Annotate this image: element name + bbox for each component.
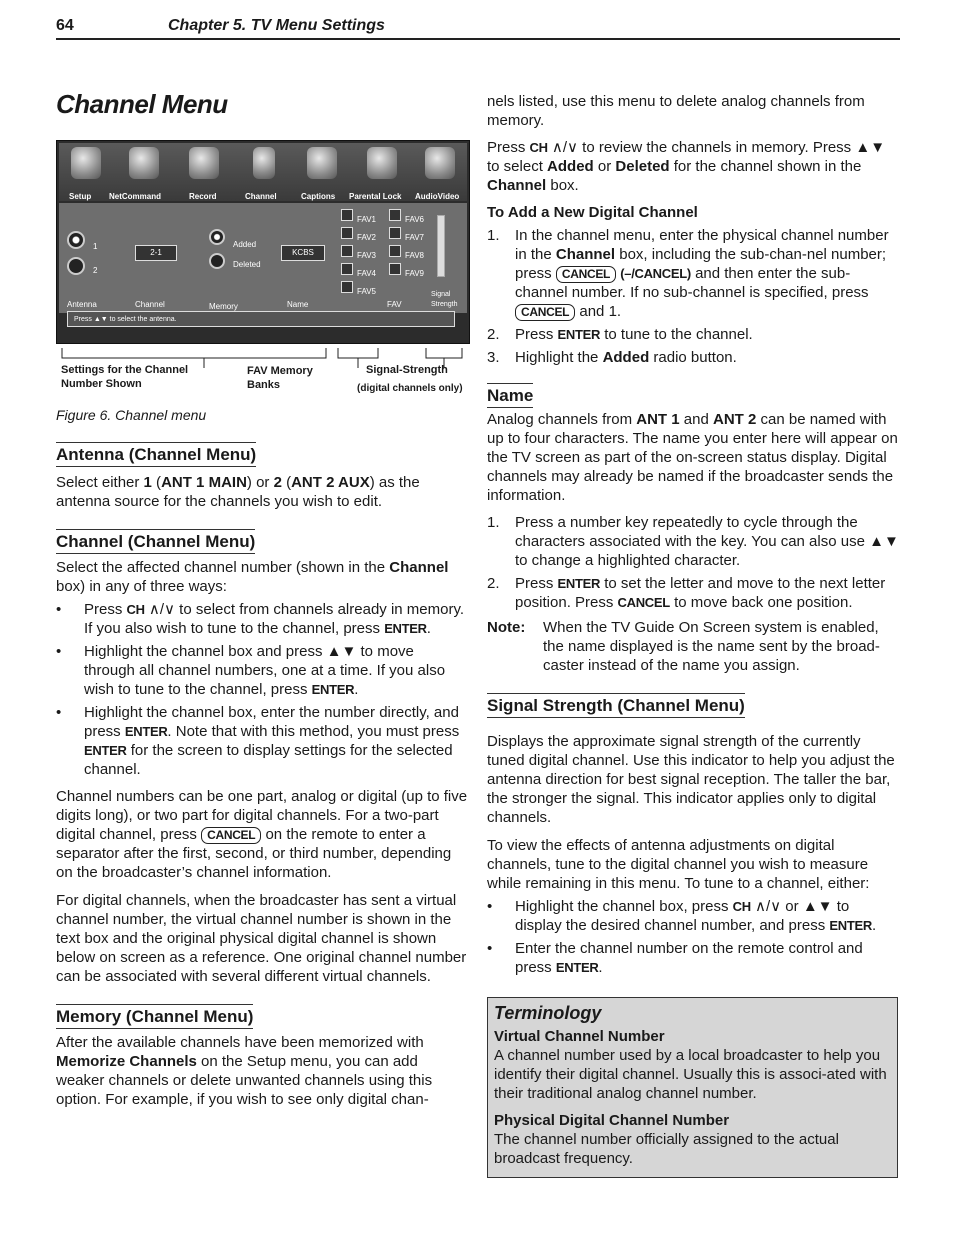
fav5-checkbox [341, 281, 353, 293]
channel-icon [253, 147, 275, 179]
name-steps [487, 513, 899, 612]
fav2-checkbox [341, 227, 353, 239]
channel-para-3: For digital channels, when the broadcaster has sent a virtual channel number, the virtual channel number is shown in the text box and the original physical digital channel is shown below on screen as a reference. One original channel number can be associated with several different virtual channels. [56, 892, 467, 985]
terminology-box [487, 997, 898, 1178]
fav6-label: FAV6 [405, 215, 424, 224]
ant2-radio [67, 257, 85, 275]
ant1-label: 1 [93, 242, 98, 251]
fav-label: FAV [387, 300, 402, 309]
term-physical-def: The channel number officially assigned to the actual broadcast frequency. [494, 1131, 839, 1167]
name-para: Analog channels from ANT 1 and ANT 2 can be named with up to four characters. The name you enter here will appear on the TV screen as part of the on-screen status display. Digital channels may already be named if the broadcaster sends the information. [487, 411, 898, 504]
name-box: KCBS [281, 245, 325, 261]
memory-para-2: Press CH ∧/∨ to review the channels in memory. Press ▲▼ to select Added or Deleted for the channel shown in the Channel box. [487, 139, 886, 194]
callout-fav-banks: FAV Memory Banks [247, 365, 313, 391]
memory-label: Memory [209, 302, 238, 311]
list-item: 2. Press ENTER to set the letter and move to the next letter position. Press CANCEL to move back one position. [487, 575, 886, 611]
channel-label: Channel [135, 300, 165, 309]
term-virtual-def: A channel number used by a local broadcaster to help you identify their digital channel. Usually this is associ-ated with their traditional analog channel number. [494, 1047, 887, 1102]
add-channel-steps [487, 226, 899, 367]
memory-para-1: After the available channels have been memorized with Memorize Channels on the Setup menu, you can add weaker channels or delete unwanted channels using this option. For example, if you wish to see only digital chan- [56, 1034, 433, 1108]
menu-panel [59, 203, 467, 313]
signal-label: Signal [431, 291, 451, 298]
fav1-label: FAV1 [357, 215, 376, 224]
added-label: Added [233, 240, 257, 249]
added-radio [209, 229, 225, 245]
term-physical: Physical Digital Channel Number [494, 1112, 730, 1129]
netcommand-icon [129, 147, 159, 179]
channel-box: 2-1 [135, 245, 177, 261]
list-item: • Enter the channel number on the remote control and press ENTER. [487, 939, 899, 977]
fav9-label: FAV9 [405, 269, 424, 278]
lock-icon [367, 147, 397, 179]
channel-ways-list [56, 600, 468, 779]
list-item: • Highlight the channel box and press ▲▼ to move through all channel numbers, one at a time. If you also wish to tune to the channel, press ENTER. [56, 642, 468, 699]
menu-item-setup: Setup [69, 192, 92, 201]
fav3-label: FAV3 [357, 251, 376, 260]
channel-heading: Channel (Channel Menu) [56, 529, 255, 554]
deleted-radio [209, 253, 225, 269]
list-item: 3. Highlight the Added radio button. [487, 349, 737, 366]
audiovideo-icon [425, 147, 455, 179]
signal-heading: Signal Strength (Channel Menu) [487, 693, 745, 718]
fav1-checkbox [341, 209, 353, 221]
note-label: Note: [487, 619, 526, 636]
ant2-label: 2 [93, 266, 98, 275]
antenna-text: Select either 1 (ANT 1 MAIN) or 2 (ANT 2 AUX) as the antenna source for the channels you wish to edit. [56, 474, 420, 510]
note-text: When the TV Guide On Screen system is enabled, the name displayed is the name sent by the broad-caster instead of the name you assign. [543, 619, 880, 674]
status-bar: Press ▲▼ to select the antenna. [67, 311, 455, 327]
fav7-checkbox [389, 227, 401, 239]
signal-strength-bar [437, 215, 445, 277]
fav5-label: FAV5 [357, 287, 376, 296]
name-heading: Name [487, 383, 533, 408]
name-note [487, 618, 899, 675]
right-column [487, 92, 899, 981]
menu-item-captions: Captions [301, 192, 336, 201]
fav3-checkbox [341, 245, 353, 257]
chapter-title: Chapter 5. TV Menu Settings [168, 17, 385, 34]
callout-signal-strength: Signal-Strength [366, 364, 448, 376]
channel-para-2: Channel numbers can be one part, analog or digital (up to five digits long), or two part for digital channels. For a two-part digital channel, press CANCEL on the remote to enter a separator after the first, second, or third number, depending on the broadcaster’s channel information. [56, 788, 468, 881]
menu-bar [59, 143, 467, 201]
list-item: • Highlight the channel box, press CH ∧/∨ or ▲▼ to display the desired channel number, and press ENTER. [487, 897, 899, 935]
fav4-label: FAV4 [357, 269, 376, 278]
menu-item-record: Record [189, 192, 217, 201]
figure-caption: Figure 6. Channel menu [56, 407, 207, 423]
fav9-checkbox [389, 263, 401, 275]
left-column [56, 442, 468, 1109]
fav2-label: FAV2 [357, 233, 376, 242]
signal-para-2: To view the effects of antenna adjustments on digital channels, tune to the digital channel you wish to measure while remaining in this menu. To tune to a channel, either: [487, 837, 870, 892]
channel-intro: Select the affected channel number (shown in the Channel box) in any of three ways: [56, 559, 449, 595]
memory-heading: Memory (Channel Menu) [56, 1004, 253, 1029]
fav8-label: FAV8 [405, 251, 424, 260]
list-item: 1. Press a number key repeatedly to cycle through the characters associated with the key. You can also use ▲▼ to change a highlighted character. [487, 514, 899, 569]
antenna-label: Antenna [67, 300, 97, 309]
add-digital-channel-heading: To Add a New Digital Channel [487, 204, 698, 221]
menu-item-parental-lock: Parental Lock [349, 192, 402, 201]
antenna-heading: Antenna (Channel Menu) [56, 442, 256, 467]
callout-signal-sub: (digital channels only) [357, 383, 463, 394]
name-label: Name [287, 300, 309, 309]
record-icon [189, 147, 219, 179]
ant1-radio [67, 231, 85, 249]
terminology-heading: Terminology [494, 1003, 602, 1023]
list-item: • Press CH ∧/∨ to select from channels already in memory. If you also wish to tune to the channel, press ENTER. [56, 600, 468, 638]
list-item: 2. Press ENTER to tune to the channel. [487, 326, 753, 343]
page-title: Channel Menu [56, 89, 228, 119]
fav6-checkbox [389, 209, 401, 221]
deleted-label: Deleted [233, 260, 261, 269]
menu-item-netcommand: NetCommand [109, 192, 162, 201]
term-virtual: Virtual Channel Number [494, 1028, 665, 1045]
signal-list [487, 897, 899, 977]
captions-icon [307, 147, 337, 179]
list-item: • Highlight the channel box, enter the number directly, and press ENTER. Note that with this method, you must press ENTER for the screen to display settings for the selected channel. [56, 703, 468, 779]
menu-item-channel: Channel [245, 192, 277, 201]
channel-menu-figure [56, 140, 470, 344]
fav4-checkbox [341, 263, 353, 275]
signal-para-1: Displays the approximate signal strength of the currently tuned digital channel. Use this indicator to help you adjust the antenna direction for best signal reception. The taller the bar, the stronger the signal. This indicator applies only to digital channels. [487, 733, 895, 826]
strength-label: Strength [431, 301, 458, 308]
fav8-checkbox [389, 245, 401, 257]
memory-para-1-cont: nels listed, use this menu to delete analog channels from memory. [487, 93, 865, 129]
header-rule [56, 38, 900, 40]
page-number: 64 [56, 17, 74, 34]
fav7-label: FAV7 [405, 233, 424, 242]
list-item: 1. In the channel menu, enter the physical channel number in the Channel box, including the sub-chan-nel number; press CANCEL (–/CANCEL) and then enter the sub-channel number. If no sub-channel is specified, press CANCEL and 1. [487, 227, 889, 320]
menu-item-audiovideo: AudioVideo [415, 192, 460, 201]
callout-channel-settings: Settings for the Channel Number Shown [61, 364, 189, 390]
setup-icon [71, 147, 101, 179]
